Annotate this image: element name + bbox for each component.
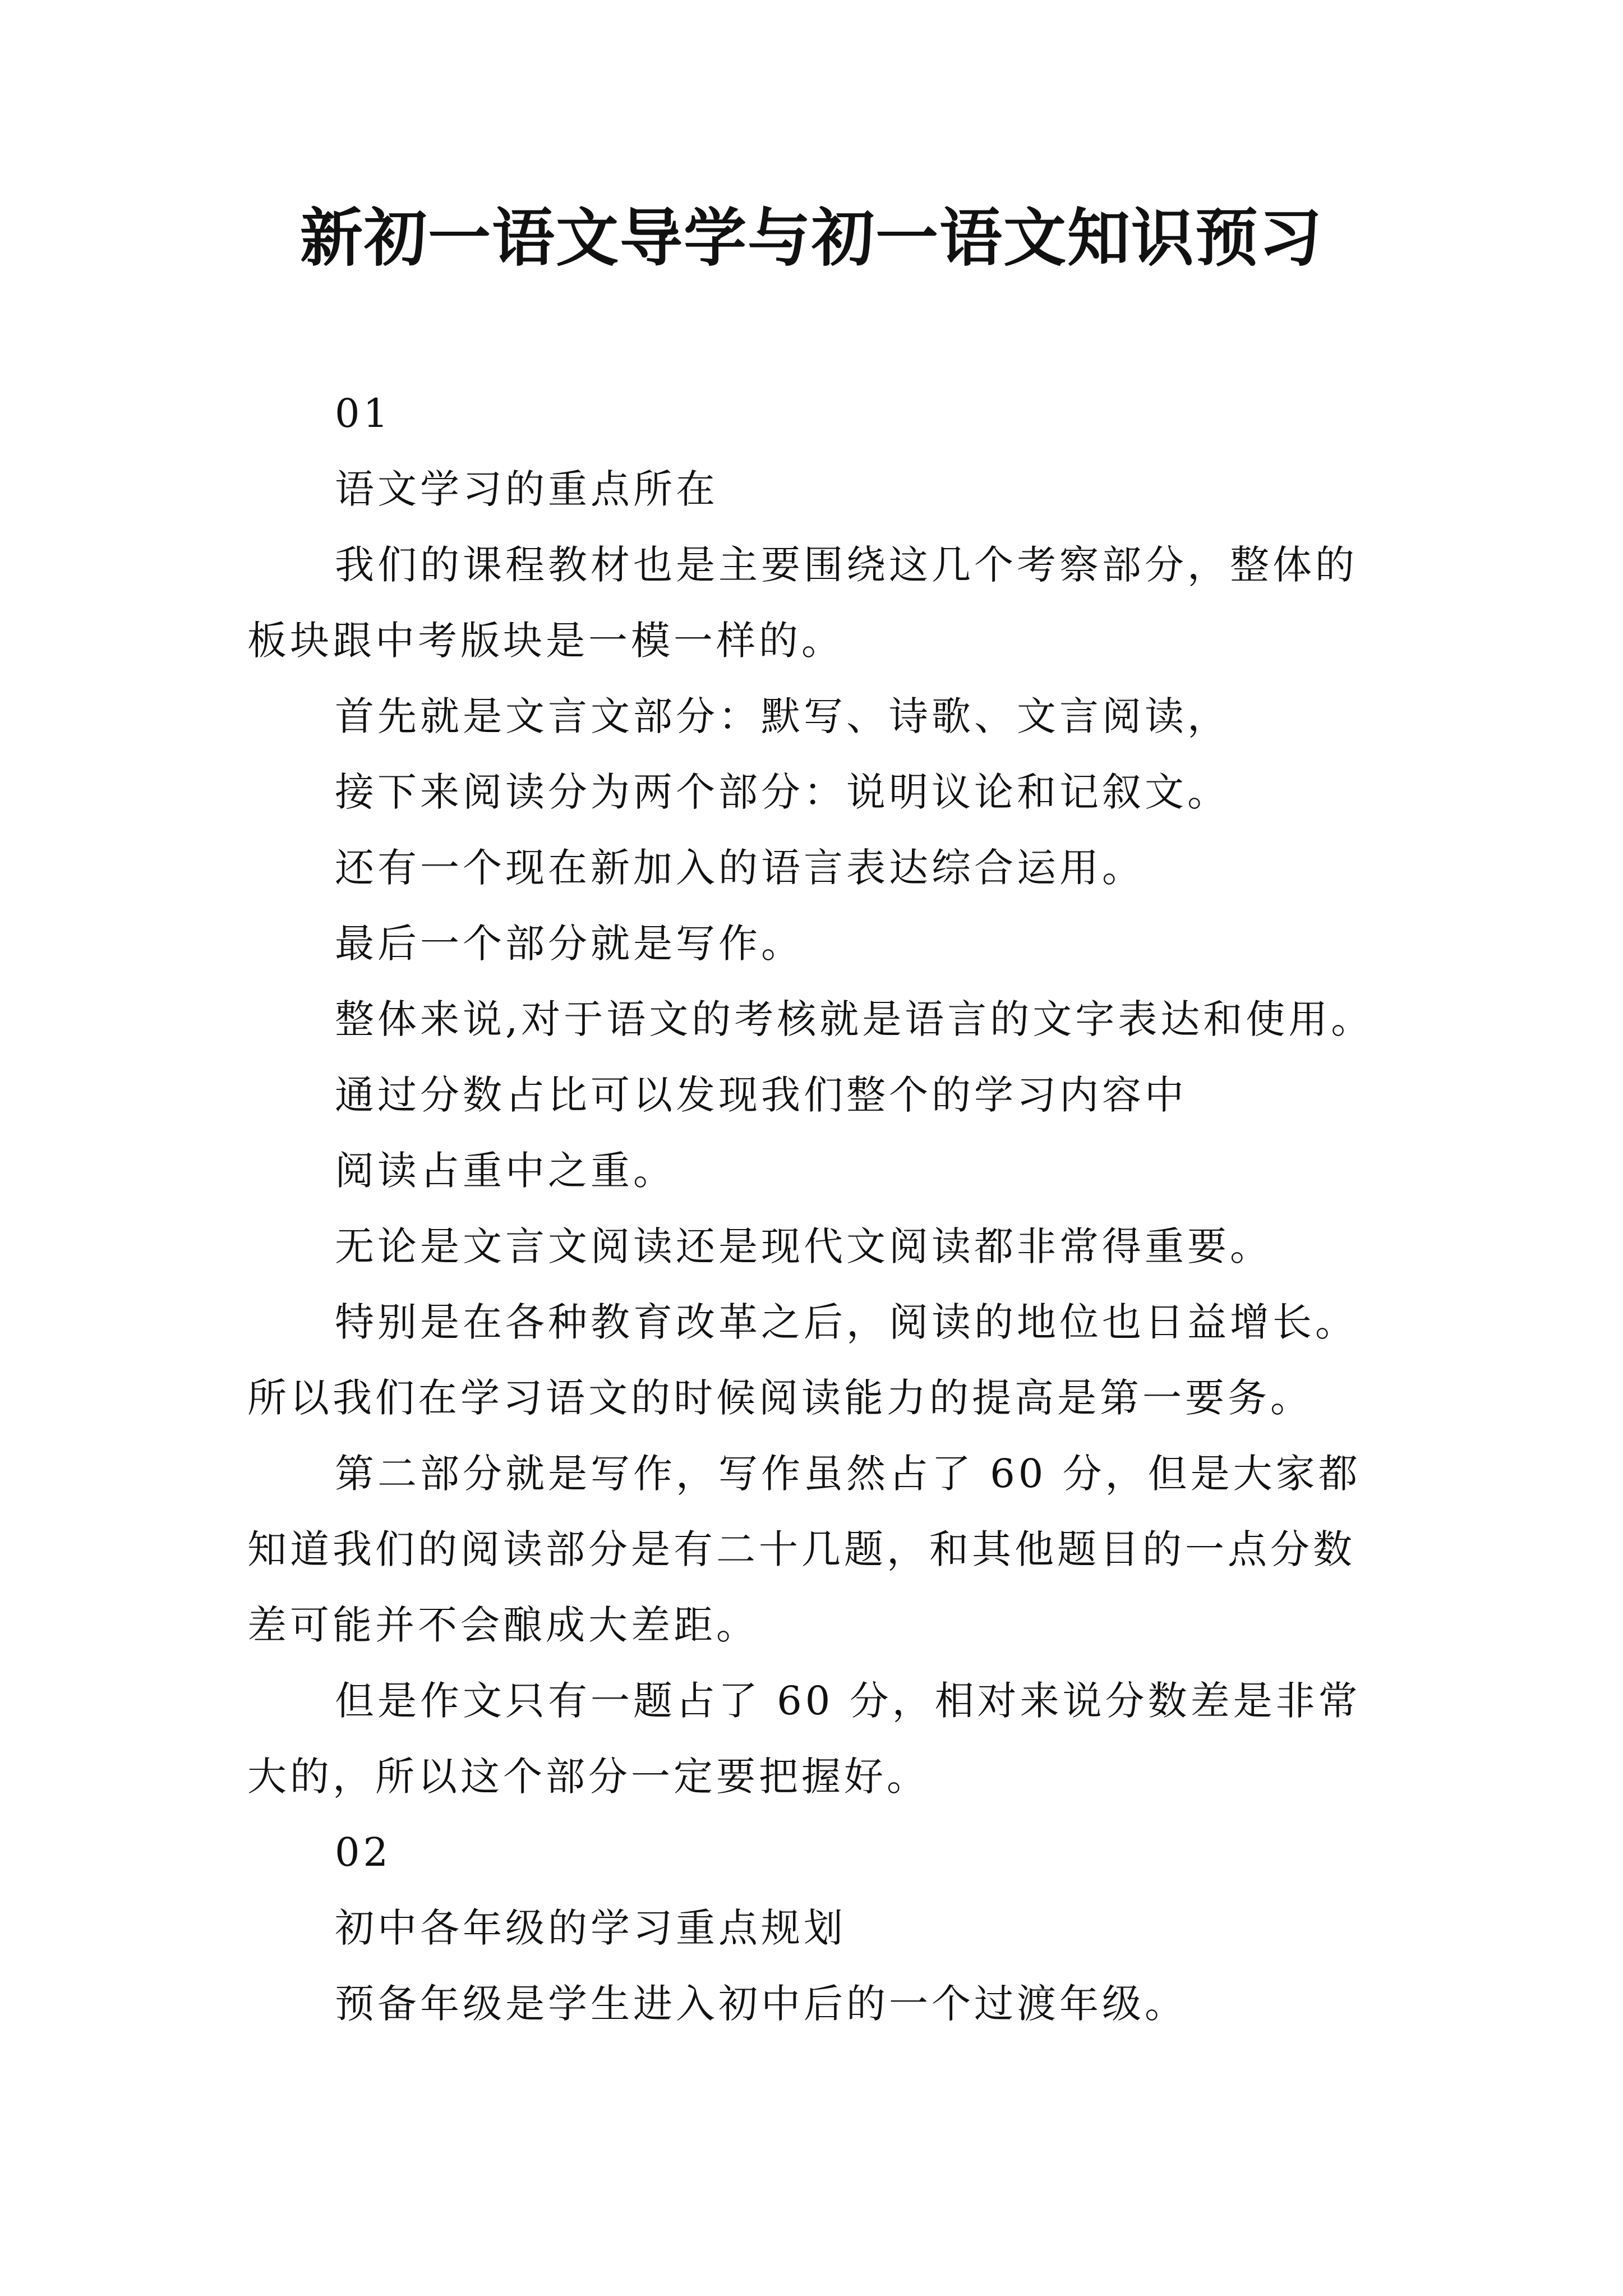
paragraph-line: 我们的课程教材也是主要围绕这几个考察部分，整体的 [335, 542, 1358, 588]
paragraph-line: 大的，所以这个部分一定要把握好。 [247, 1754, 929, 1800]
section-heading: 语文学习的重点所在 [335, 466, 718, 512]
paragraph-line: 板块跟中考版块是一模一样的。 [247, 618, 844, 664]
paragraph-line: 所以我们在学习语文的时候阅读能力的提高是第一要务。 [247, 1375, 1313, 1421]
paragraph-line: 最后一个部分就是写作。 [335, 921, 804, 967]
paragraph-line: 阅读占重中之重。 [335, 1148, 676, 1194]
paragraph-line: 通过分数占比可以发现我们整个的学习内容中 [335, 1072, 1187, 1118]
paragraph-line: 接下来阅读分为两个部分：说明议论和记叙文。 [335, 769, 1230, 815]
section-number: 02 [335, 1829, 392, 1875]
paragraph-line: 无论是文言文阅读还是现代文阅读都非常得重要。 [335, 1223, 1272, 1269]
paragraph-line: 第二部分就是写作，写作虽然占了 60 分，但是大家都 [335, 1451, 1361, 1497]
paragraph-line: 整体来说,对于语文的考核就是语言的文字表达和使用。 [335, 996, 1374, 1042]
paragraph-line: 特别是在各种教育改革之后，阅读的地位也日益增长。 [335, 1299, 1358, 1345]
paragraph-line: 还有一个现在新加入的语言表达综合运用。 [335, 845, 1145, 891]
section-number: 01 [335, 390, 392, 436]
paragraph-line: 预备年级是学生进入初中后的一个过渡年级。 [335, 1981, 1187, 2027]
paragraph-line: 差可能并不会酿成大差距。 [247, 1602, 759, 1648]
section-heading: 初中各年级的学习重点规划 [335, 1905, 846, 1951]
paragraph-line: 但是作文只有一题占了 60 分，相对来说分数差是非常 [335, 1678, 1361, 1724]
paragraph-line: 知道我们的阅读部分是有二十几题，和其他题目的一点分数 [247, 1526, 1355, 1572]
document-title: 新初一语文导学与初一语文知识预习 [300, 201, 1323, 275]
paragraph-line: 首先就是文言文部分：默写、诗歌、文言阅读， [335, 693, 1230, 739]
